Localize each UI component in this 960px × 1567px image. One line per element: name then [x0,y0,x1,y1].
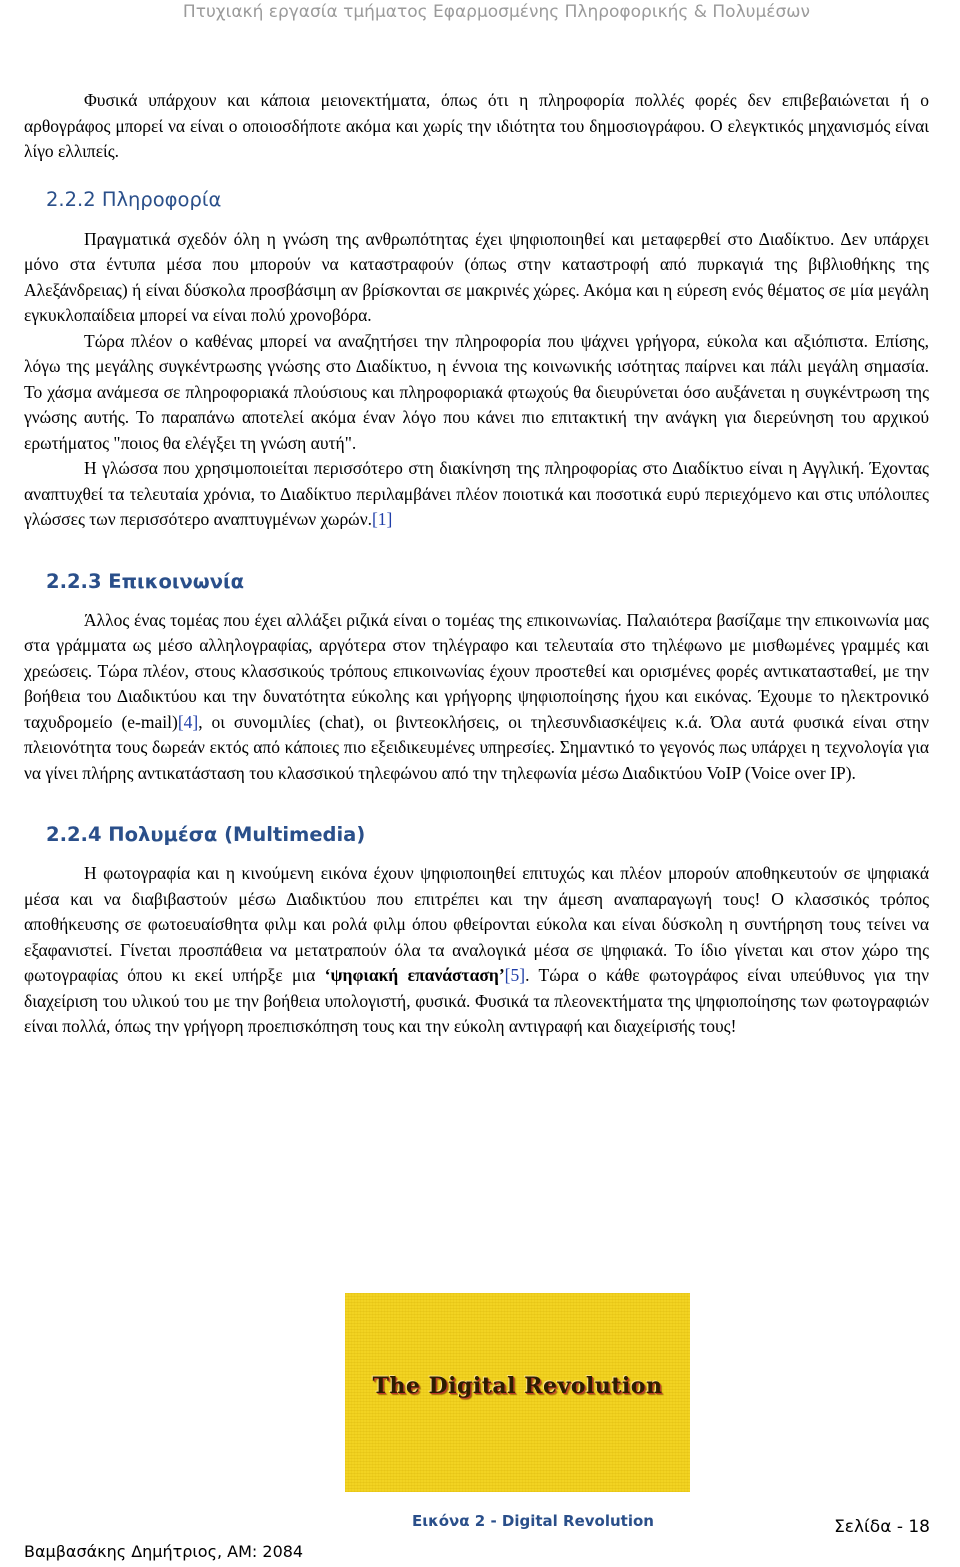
figure-image-text: The Digital Revolution [372,1373,663,1399]
paragraph-text: Άλλος ένας τομέας που έχει αλλάξει ριζικά είναι ο τομέας της επικοινωνίας. Παλαιότερα βασίζαμε την επικοινωνία μας στα γράμματα ως μέσο αλληλογραφίας, αργότερα στον τηλέγραφο και τελευταία στο τηλέφωνο με μισθωμένες γραμμές και χρεώσεις. Τώρα πλέον, στους κλασσικούς τρόπους επικοινωνίας έχουν προστεθεί και ορισμένες φορές αντικατασταθεί, με την βοήθεια του Διαδικτύου και την δυνατότητα εύκολης και γρήγορης ψηφιοποίησης ήχου και εικόνας. Έχουμε το ηλεκτρονικό ταχυδρομείο (e-mail) [24,609,929,732]
reference-link[interactable]: [1] [371,509,393,529]
heading-2-2-2: 2.2.2 Πληροφορία [46,187,222,211]
footer-author: Βαμβασάκης Δημήτριος, ΑΜ: 2084 [24,1542,304,1561]
intro-paragraph: Φυσικά υπάρχουν και κάποια μειονεκτήματα, όπως ότι η πληροφορία πολλές φορές δεν επιβεβαιώνεται ή ο αρθογράφος μπορεί να είναι ο οποιοσδήποτε ακόμα και χωρίς την ιδιότητα του δημοσιογράφου. Ο ελεγκτικός μηχανισμός είναι λίγο ελλιπείς. [24,90,929,161]
reference-link[interactable]: [4] [177,711,199,732]
heading-2-2-3: 2.2.3 Επικοινωνία [46,569,245,593]
page-body [24,88,929,1040]
figure-caption: Εικόνα 2 - Digital Revolution [412,1512,654,1530]
page-number: Σελίδα - 18 [834,1517,930,1537]
paragraph-text: Η γλώσσα που χρησιμοποιείται περισσότερο στη διακίνηση της πληροφορίας στο Διαδίκτυο είναι η Αγγλική. Έχοντας αναπτυχθεί τα τελευταία χρόνια, το Διαδίκτυο περιλαμβάνει πλέον ποιοτικά και ποσοτικά ευρύ περιεχόμενο και στις υπόλοιπες γλώσσες των περισσότερο αναπτυγμένων χωρών. [24,458,929,529]
paragraph [24,608,929,787]
paragraph-text: , οι συνομιλίες (chat), οι βιντεοκλήσεις, οι τηλεσυνδιασκέψεις κ.ά. Όλα αυτά φυσικά είναι στην πλειονότητα τους δωρεάν εκτός από κάποιες πιο εξειδικευμένες υπηρεσίες. Σημαντικό το γεγονός πως υπάρχει η τεχνολογία για να γίνει πλήρης αντικατάσταση του κλασσικού τηλεφώνου από την τηλεφωνία μέσω Διαδικτύου VoIP (Voice over IP). [24,711,929,783]
paragraph: Τώρα πλέον ο καθένας μπορεί να αναζητήσει την πληροφορία που ψάχνει γρήγορα, εύκολα και αξιόπιστα. Επίσης, λόγω της μεγάλης συγκέντρωσης γνώσης στο Διαδίκτυο, η έννοια της κοινωνικής ισότητας παίρνει και πάλι μεγάλη σημασία. Το χάσμα ανάμεσα σε πληροφοριακά πλούσιους και πληροφοριακά φτωχούς θα διευρύνεται όσο αυξάνεται η συγκέντρωση της γνώσης αυτής. Το παραπάνω αποτελεί ακόμα έναν λόγο που κάνει πιο επιτακτική την ανάγκη για διερεύνηση του αρχικού ερωτήματος "ποιος θα ελέγξει τη γνώση αυτή". [24,330,929,453]
reference-link[interactable]: [5] [504,965,526,985]
running-header: Πτυχιακή εργασία τμήματος Εφαρμοσμένης Πληροφορικής & Πολυμέσων [182,2,810,22]
paragraph-text: Η φωτογραφία και η κινούμενη εικόνα έχουν ψηφιοποιηθεί επιτυχώς και πλέον μπορούν αποθηκευτούν σε ψηφιακά μέσα και να διαβιβαστούν μέσω Διαδικτύου που επιτρέπει και την άμεση αναπαραγωγή τους! Ο κλασσικός τρόπος αποθήκευσης σε φωτοευαίσθητα φιλμ και ρολά φιλμ όπου φθείρονται εύκολα και είναι δύσκολη η συντήρηση τους τείνει να εξαφανιστεί. Γίνεται προσπάθεια να μετατραπούν όλα τα αναλογικά μέσα σε ψηφιακά. Το ίδιο γίνεται και στον χώρο της φωτογραφίας όπου κι εκεί υπήρξε μια [24,863,929,985]
paragraph [24,861,929,1040]
paragraph-text: . Τώρα ο κάθε φωτογράφος είναι υπεύθυνος για την διαχείριση του υλικού του με την βοήθεια υπολογιστή, φυσικά. Φυσικά τα πλεονεκτήματα της ψηφιοποίησης των φωτογραφιών είναι πολλά, όπως την γρήγορη προεπισκόπηση τους και την εύκολη αντιγραφή και διαχείρισής τους! [24,965,929,1036]
figure-digital-revolution [345,1293,690,1492]
paragraph: Πραγματικά σχεδόν όλη η γνώση της ανθρωπότητας έχει ψηφιοποιηθεί και μεταφερθεί στο Διαδίκτυο. Δεν υπάρχει μόνο στα έντυπα μέσα που μπορούν να καταστραφούν (όπως στην καταστροφή από πυρκαγιά της βιβλιοθήκης της Αλεξάνδρειας) ή είναι δύσκολα προσβάσιμη αν βρίσκονται σε μακρινές χώρες. Ακόμα και η εύρεση ενός θέματος σε μία μεγάλη εγκυκλοπαίδεια μπορεί να είναι πολύ χρονοβόρα. [24,228,929,325]
paragraph [24,456,929,533]
heading-2-2-4: 2.2.4 Πολυμέσα (Multimedia) [46,823,366,846]
bold-phrase: ‘ψηφιακή επανάσταση’ [324,965,505,985]
